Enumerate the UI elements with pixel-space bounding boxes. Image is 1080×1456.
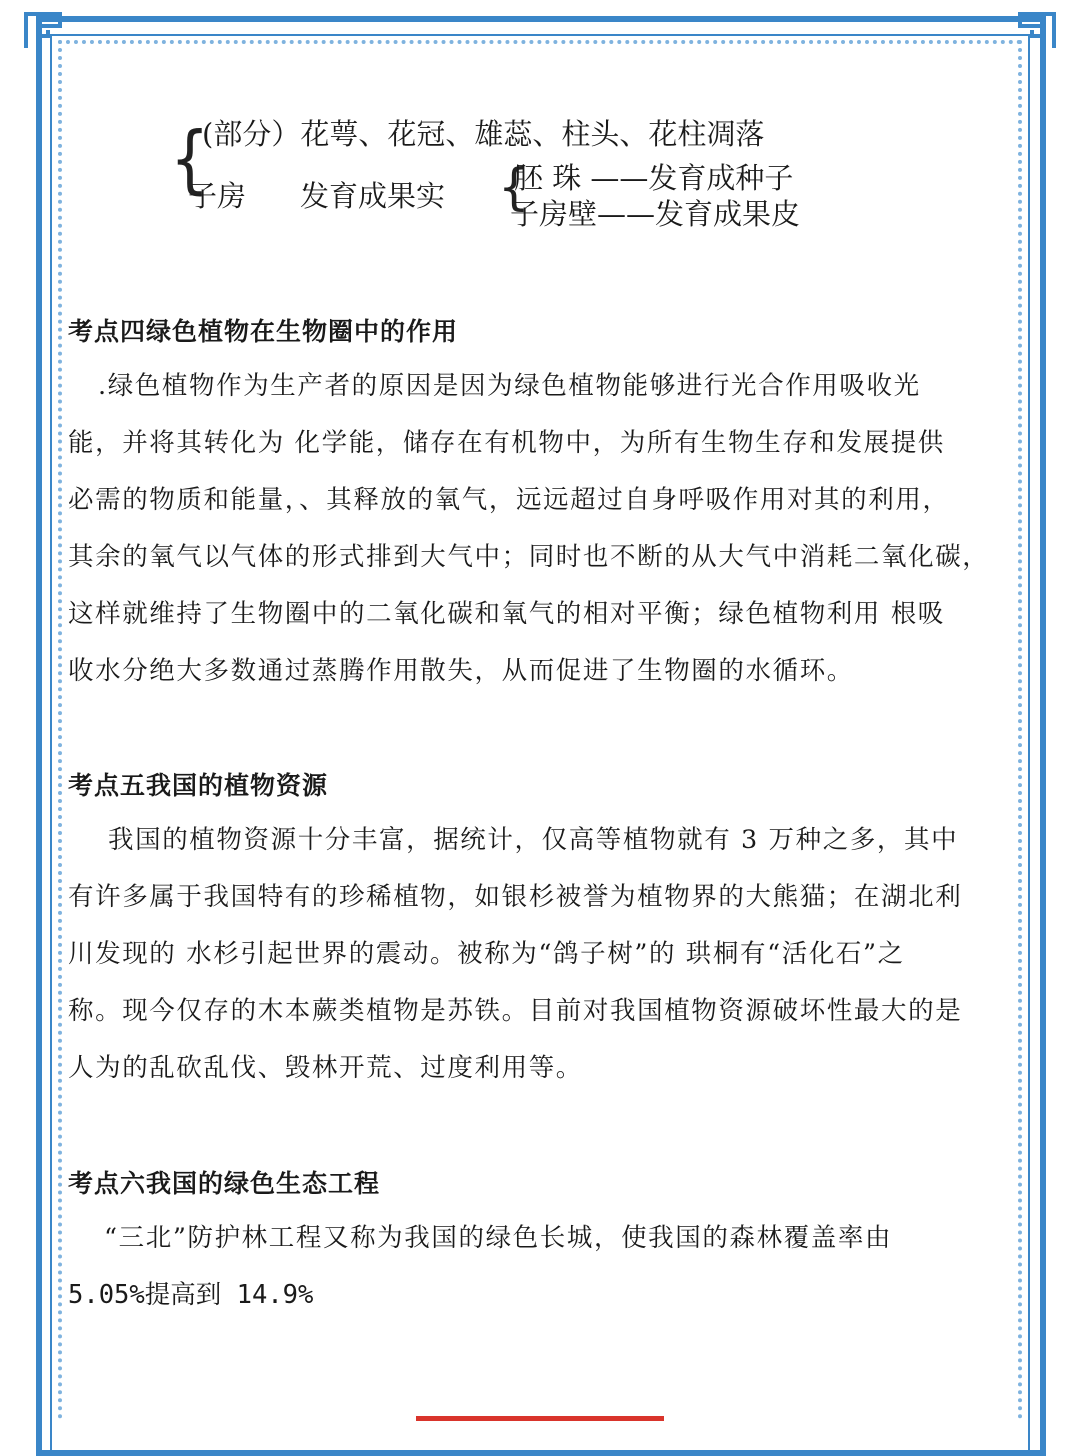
section5-heading: 考点五我国的植物资源	[68, 771, 329, 800]
section5-line: 川发现的 水杉引起世界的震动。被称为“鸽子树”的 珙桐有“活化石”之	[68, 939, 905, 969]
diagram-ovary: 子房	[188, 179, 247, 213]
section6-heading: 考点六我国的绿色生态工程	[68, 1169, 381, 1198]
bottom-accent-bar	[416, 1416, 664, 1421]
section6-body	[68, 1210, 1028, 1324]
section6-line: “三北”防护林工程又称为我国的绿色长城，使我国的森林覆盖率由	[104, 1223, 893, 1253]
diagram-ovary-result: 发育成果实	[300, 179, 446, 213]
section5-line: 有许多属于我国特有的珍稀植物，如银杉被誉为植物界的大熊猫；在湖北利	[68, 882, 963, 912]
section4-line: 收水分绝大多数通过蒸腾作用散失，从而促进了生物圈的水循环。	[68, 656, 854, 686]
section5-line: 我国的植物资源十分丰富，据统计，仅高等植物就有 3 万种之多，其中	[108, 825, 959, 855]
section4-line: 这样就维持了生物圈中的二氧化碳和氧气的相对平衡；绿色植物利用 根吸	[68, 599, 945, 629]
section4-body	[68, 358, 1028, 700]
diagram-ovule: 胚 珠 ——发育成种子	[514, 161, 794, 195]
section4-line: 必需的物质和能量，、其释放的氧气，远远超过自身呼吸作用对其的利用，	[68, 485, 950, 515]
section4-line: 其余的氧气以气体的形式排到大气中；同时也不断的从大气中消耗二氧化碳，	[68, 542, 990, 572]
corner-ornament-icon	[24, 12, 62, 50]
corner-ornament-icon	[1018, 12, 1056, 50]
diagram-ovary-wall: 子房壁——发育成果皮	[510, 197, 801, 231]
section4-heading: 考点四绿色植物在生物圈中的作用	[68, 317, 459, 346]
section4-line: .绿色植物作为生产者的原因是因为绿色植物能够进行光合作用吸收光	[98, 371, 921, 401]
left-brace: {	[170, 114, 210, 203]
section5-body	[68, 812, 1028, 1097]
section6-line: 5.05%提高到 14.9%	[68, 1280, 314, 1310]
section5-line: 称。现今仅存的木本蕨类植物是苏铁。目前对我国植物资源破坏性最大的是	[68, 996, 963, 1026]
section4-line: 能，并将其转化为 化学能，储存在有机物中，为所有生物生存和发展提供	[68, 428, 945, 458]
right-brace: {	[498, 158, 530, 216]
diagram-top-line: (部分）花萼、花冠、雄蕊、柱头、花柱凋落	[202, 117, 765, 151]
section5-line: 人为的乱砍乱伐、毁林开荒、过度利用等。	[68, 1053, 583, 1083]
